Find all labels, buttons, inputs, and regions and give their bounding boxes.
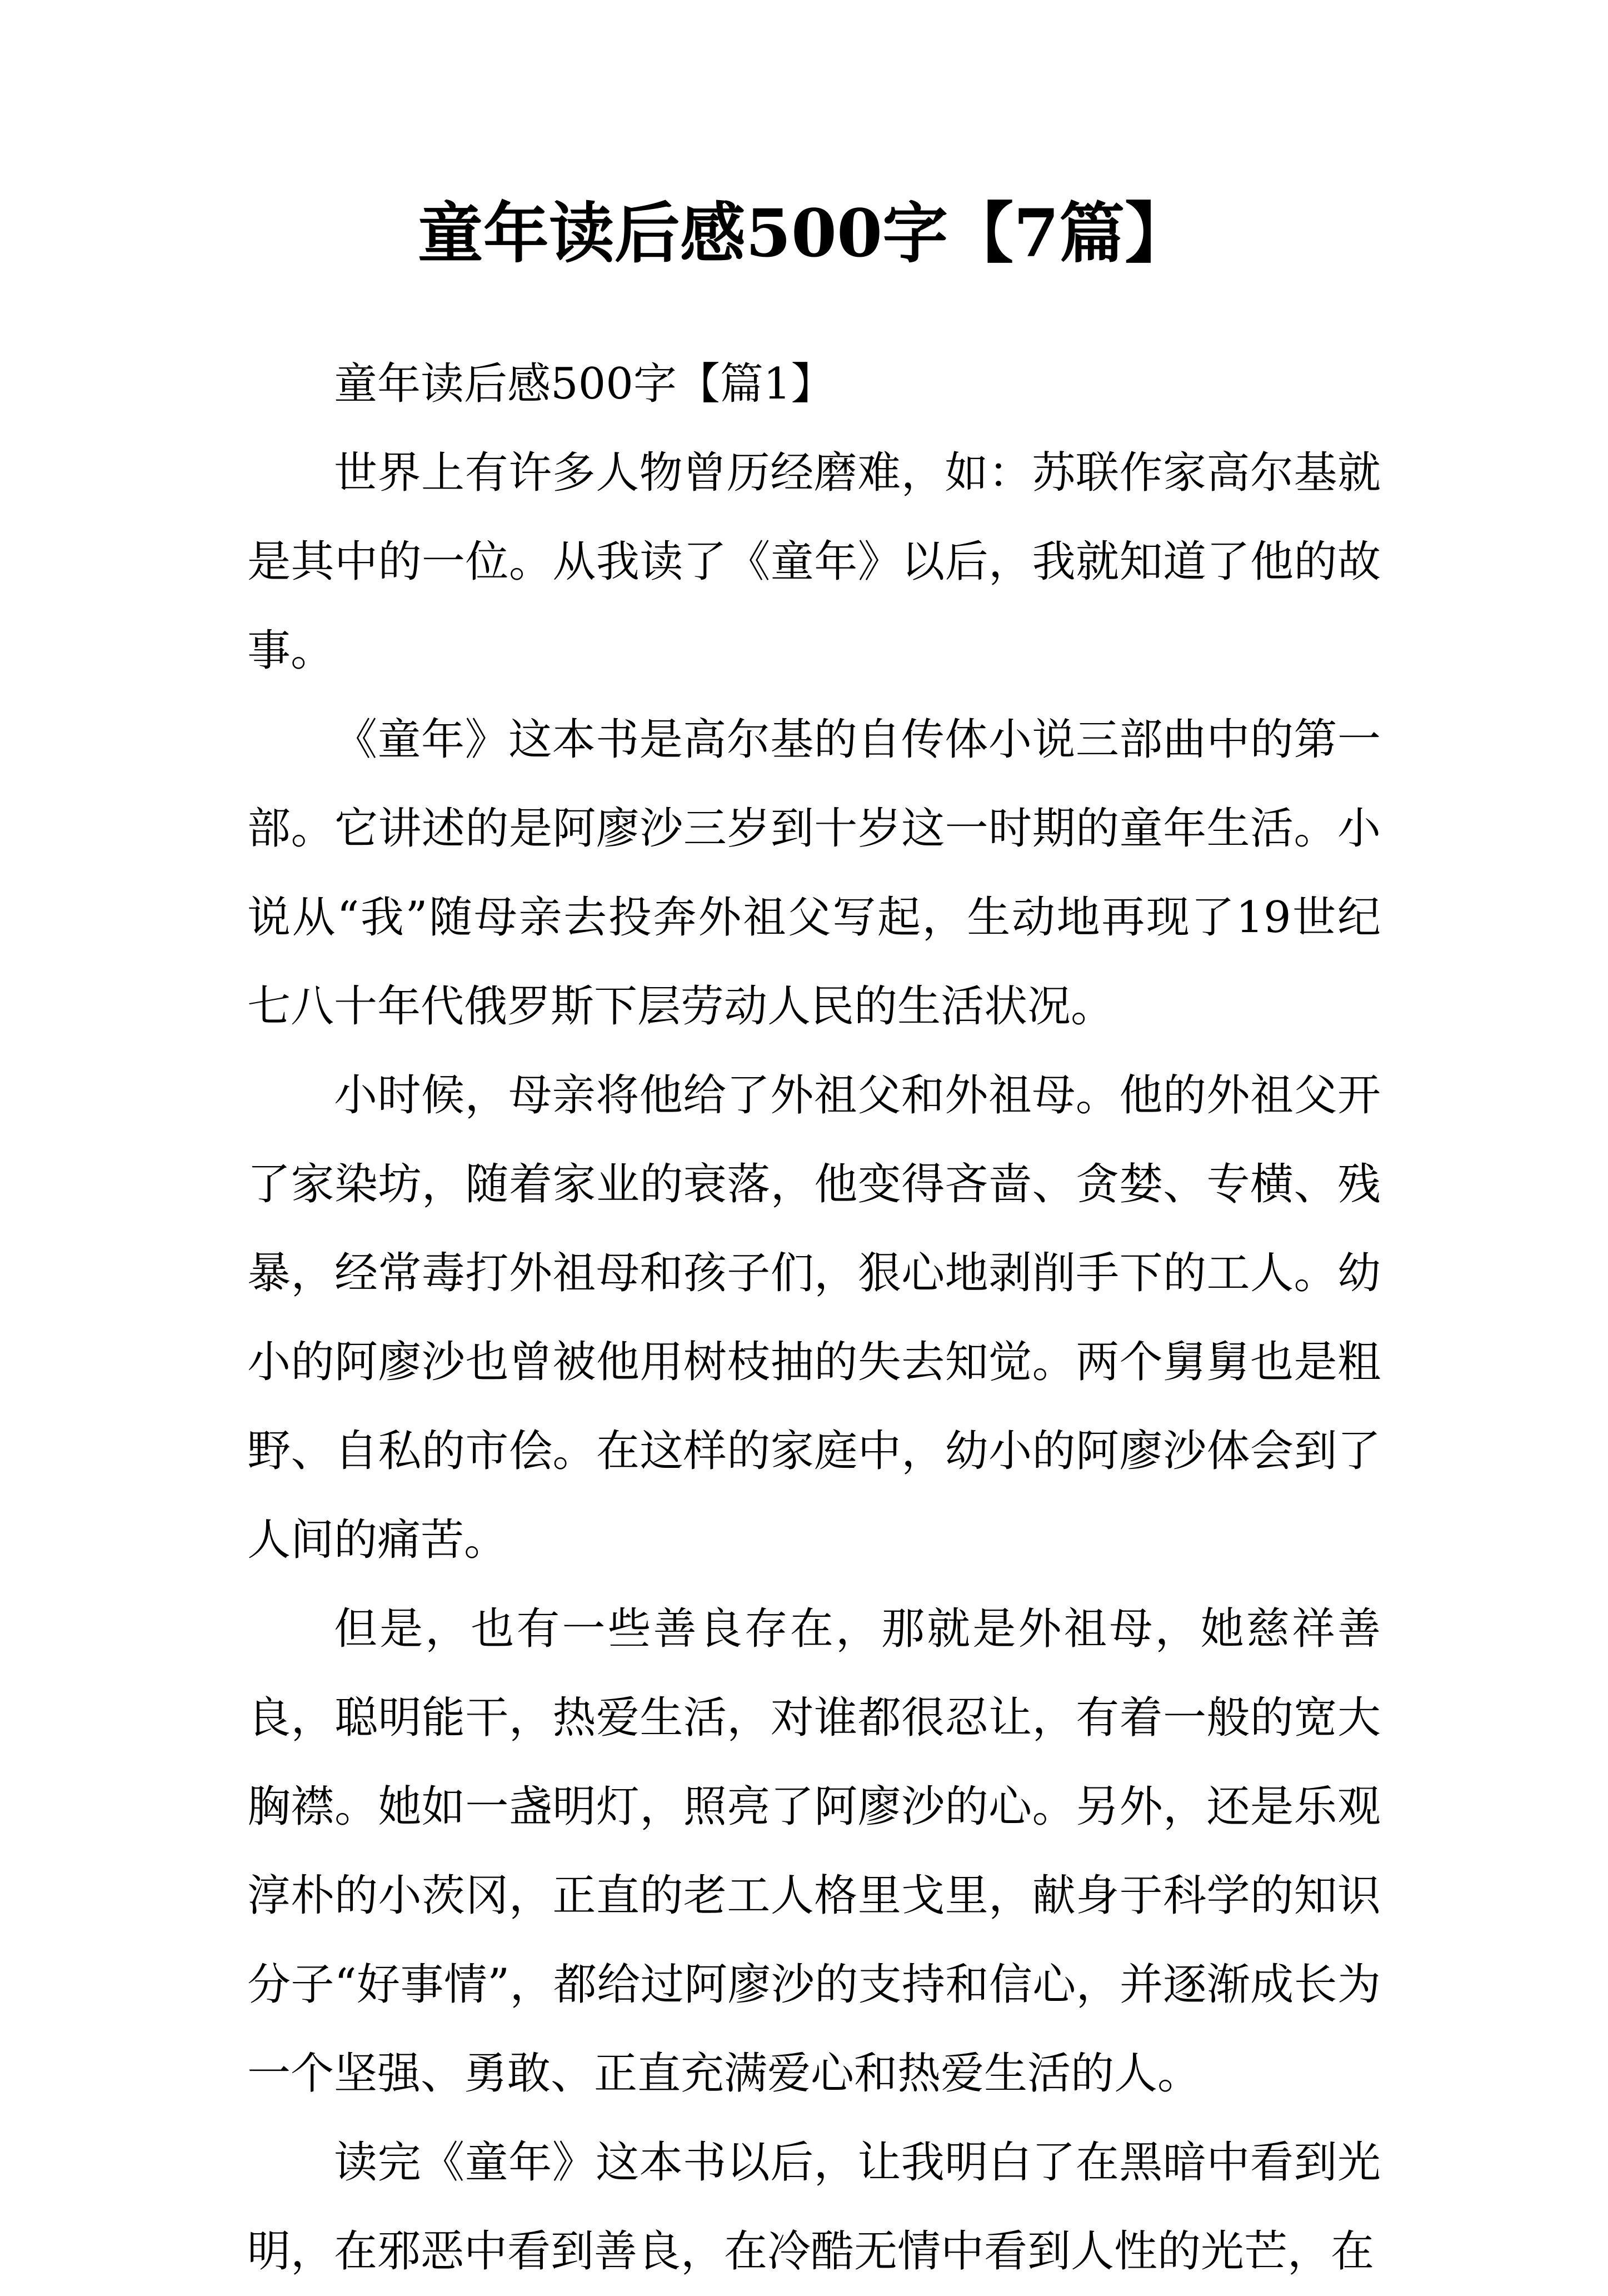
paragraph: 小时候，母亲将他给了外祖父和外祖母。他的外祖父开了家染坊，随着家业的衰落，他变得吝啬、贪婪、专横、残暴，经常毒打外祖母和孩子们，狠心地剥削手下的工人。幼小的阿廖沙也曾被他用树枝抽的失去知觉。两个舅舅也是粗野、自私的市侩。在这样的家庭中，幼小的阿廖沙体会到了人间的痛苦。 — [247, 1070, 1381, 1565]
paragraph: 但是，也有一些善良存在，那就是外祖母，她慈祥善良，聪明能干，热爱生活，对谁都很忍让，有着一般的宽大胸襟。她如一盏明灯，照亮了阿廖沙的心。另外，还是乐观淳朴的小茨冈，正直的老工人格里戈里，献身于科学的知识分子“好事情”，都给过阿廖沙的支持和信心，并逐渐成长为一个坚强、勇敢、正直充满爱心和热爱生活的人。 — [247, 1604, 1381, 2099]
paragraph: 《童年》这本书是高尔基的自传体小说三部曲中的第一部。它讲述的是阿廖沙三岁到十岁这一时期的童年生活。小说从“我”随母亲去投奔外祖父写起，生动地再现了19世纪七八十年代俄罗斯下层劳动人民的生活状况。 — [247, 715, 1381, 1032]
document-title: 童年读后感500字【7篇】 — [417, 195, 1191, 272]
paragraph: 读完《童年》这本书以后，让我明白了在黑暗中看到光明，在邪恶中看到善良，在冷酷无情中看到人性的光芒，在 — [247, 2138, 1381, 2277]
paragraph: 世界上有许多人物曾历经磨难，如：苏联作家高尔基就是其中的一位。从我读了《童年》以后，我就知道了他的故事。 — [247, 448, 1381, 676]
section-heading: 童年读后感500字【篇1】 — [334, 359, 835, 409]
document-body — [247, 340, 1381, 2296]
